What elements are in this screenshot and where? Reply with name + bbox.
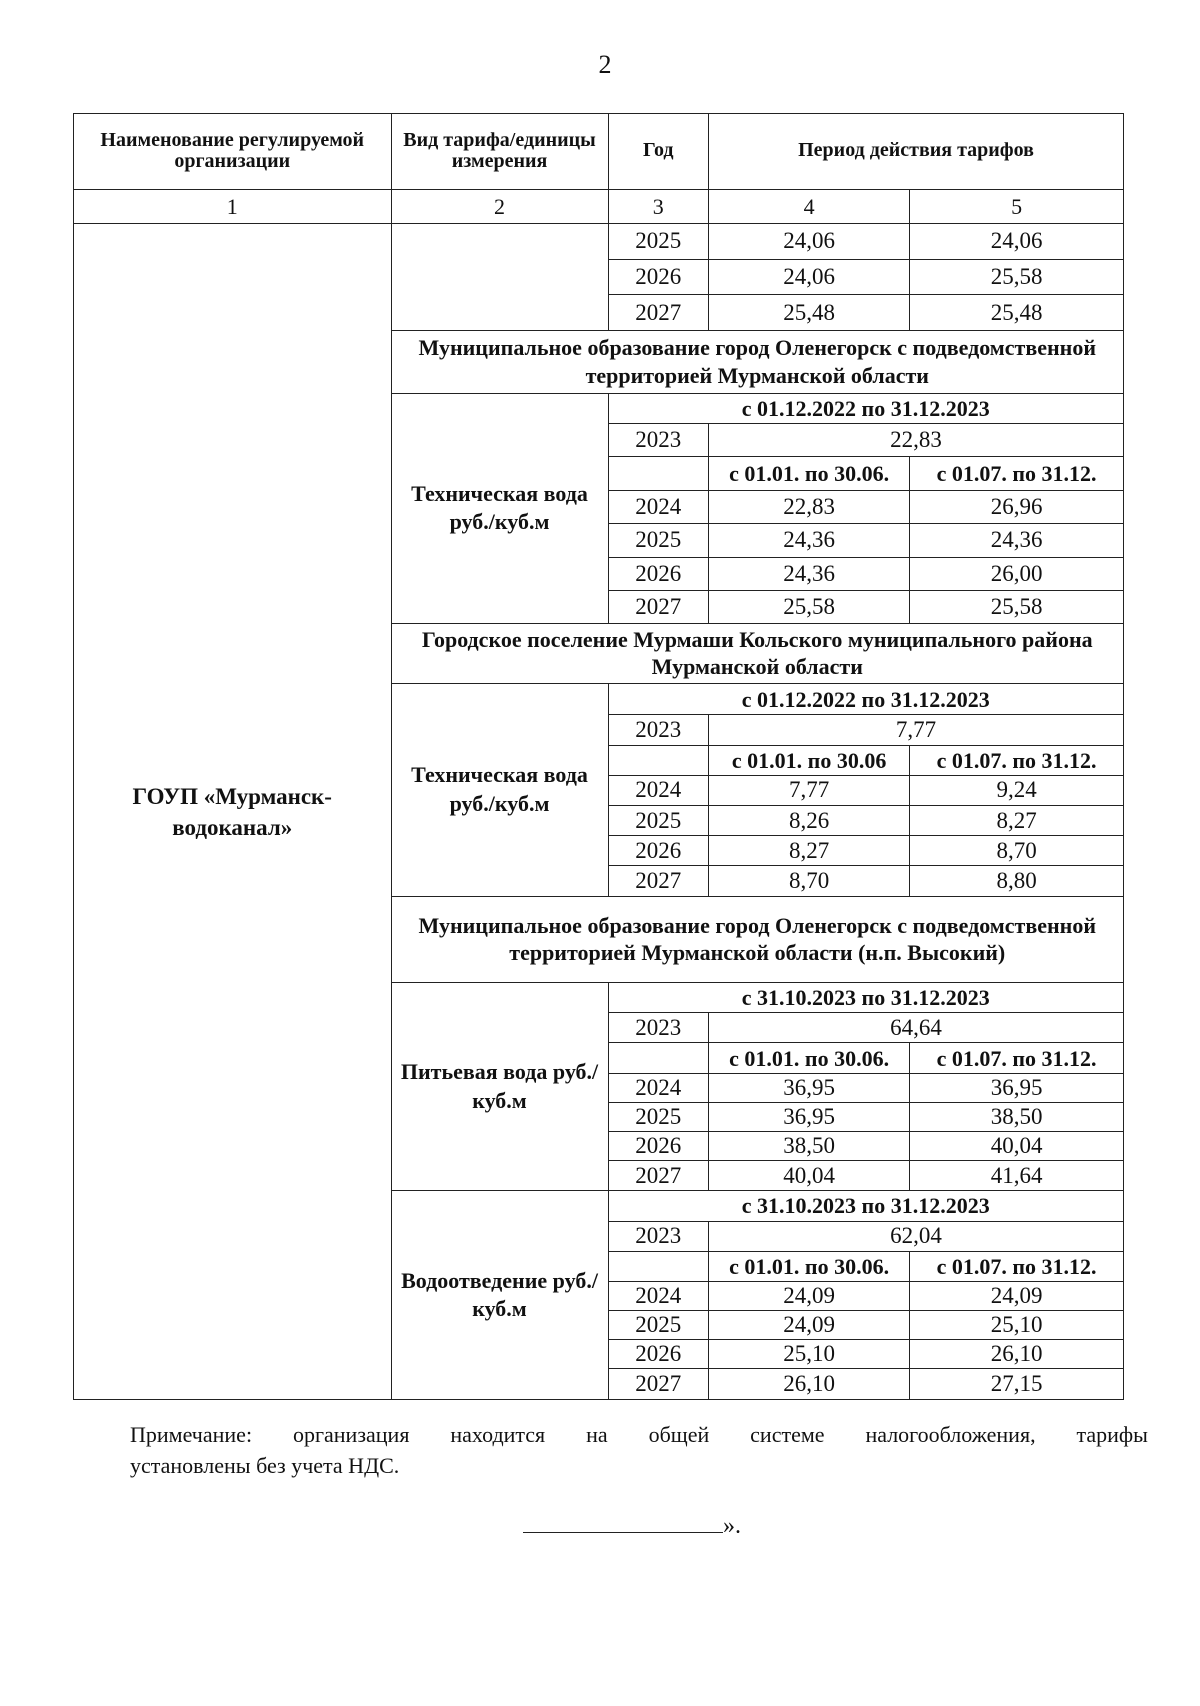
half1-label: с 01.01. по 30.06.: [709, 1043, 910, 1073]
year-cell: 2025: [608, 224, 709, 260]
year-cell: 2024: [608, 1073, 709, 1102]
header-row: [74, 114, 1124, 190]
value-cell: 7,77: [709, 775, 910, 805]
closing-quote: ».: [723, 1513, 741, 1539]
closing-underline: [523, 1532, 723, 1533]
year-cell: 2026: [608, 259, 709, 295]
header-period: Период действия тарифов: [709, 114, 1124, 190]
organization-name: ГОУП «Мурманск-водоканал»: [74, 224, 392, 1400]
year-cell: 2027: [608, 295, 709, 331]
value-cell: 36,95: [910, 1073, 1124, 1102]
region-heading: Муниципальное образование город Оленегорск с подведомственной территорией Мурманской области (н.п. Высокий): [391, 896, 1123, 982]
column-number: 2: [391, 189, 608, 224]
tariff-kind: Техническая вода руб./куб.м: [391, 684, 608, 897]
value-cell: 8,80: [910, 866, 1124, 896]
year-cell: 2023: [608, 1221, 709, 1251]
value-cell: 8,70: [910, 836, 1124, 866]
value-cell: 25,10: [709, 1340, 910, 1369]
year-cell: 2025: [608, 806, 709, 836]
value-cell: 25,48: [910, 295, 1124, 331]
year-cell: 2025: [608, 1102, 709, 1131]
year-cell: 2025: [608, 524, 709, 557]
value-cell: 40,04: [910, 1131, 1124, 1160]
tariff-kind: Техническая вода руб./куб.м: [391, 393, 608, 623]
value-cell: 7,77: [709, 715, 1124, 745]
closing-mark: [523, 1513, 741, 1540]
value-cell: 24,09: [709, 1311, 910, 1340]
year-cell: 2024: [608, 775, 709, 805]
value-cell: 8,27: [709, 836, 910, 866]
kind-cell-empty: [391, 224, 608, 331]
value-cell: 24,06: [709, 259, 910, 295]
year-cell: 2024: [608, 490, 709, 523]
region-heading: Муниципальное образование город Оленегорск с подведомственной территорией Мурманской области: [391, 331, 1123, 394]
value-cell: 64,64: [709, 1013, 1124, 1043]
value-cell: 24,06: [709, 224, 910, 260]
value-cell: 38,50: [709, 1131, 910, 1160]
value-cell: 8,26: [709, 806, 910, 836]
value-cell: 25,58: [910, 591, 1124, 623]
value-cell: 24,36: [910, 524, 1124, 557]
note-word: общей: [648, 1422, 710, 1447]
period-heading: с 31.10.2023 по 31.12.2023: [608, 983, 1123, 1013]
note-word: на: [586, 1422, 608, 1447]
half2-label: с 01.07. по 31.12.: [910, 1043, 1124, 1073]
year-cell: 2023: [608, 715, 709, 745]
note-word: организация: [292, 1422, 410, 1447]
year-cell: 2025: [608, 1311, 709, 1340]
year-cell-empty: [608, 1251, 709, 1281]
tariff-table: [73, 113, 1124, 1400]
value-cell: 24,09: [910, 1281, 1124, 1310]
page-number: 2: [598, 50, 612, 79]
column-number: 3: [608, 189, 709, 224]
tariff-kind: Водоотведение руб./куб.м: [391, 1191, 608, 1400]
column-number: 5: [910, 189, 1124, 224]
region-heading: Городское поселение Мурмаши Кольского муниципального района Мурманской области: [391, 623, 1123, 683]
year-cell: 2027: [608, 866, 709, 896]
value-cell: 27,15: [910, 1369, 1124, 1400]
year-cell: 2027: [608, 1161, 709, 1191]
value-cell: 25,48: [709, 295, 910, 331]
half2-label: с 01.07. по 31.12.: [910, 457, 1124, 490]
period-heading: с 01.12.2022 по 31.12.2023: [608, 393, 1123, 423]
column-number: 1: [74, 189, 392, 224]
year-cell: 2026: [608, 836, 709, 866]
header-org: Наименование регулируемой организации: [74, 114, 392, 190]
note-line-1: [130, 1420, 1148, 1451]
value-cell: 40,04: [709, 1161, 910, 1191]
value-cell: 26,00: [910, 557, 1124, 590]
value-cell: 24,09: [709, 1281, 910, 1310]
value-cell: 8,27: [910, 806, 1124, 836]
year-cell: 2023: [608, 423, 709, 456]
value-cell: 36,95: [709, 1102, 910, 1131]
year-cell: 2026: [608, 557, 709, 590]
note: [130, 1420, 1148, 1482]
note-word: находится: [450, 1422, 546, 1447]
year-cell: 2026: [608, 1340, 709, 1369]
year-cell: 2026: [608, 1131, 709, 1160]
half2-label: с 01.07. по 31.12.: [910, 745, 1124, 775]
note-word: тарифы: [1076, 1422, 1148, 1447]
year-cell: 2027: [608, 591, 709, 623]
tariff-kind: Питьевая вода руб./куб.м: [391, 983, 608, 1191]
year-cell-empty: [608, 1043, 709, 1073]
value-cell: 26,10: [709, 1369, 910, 1400]
half1-label: с 01.01. по 30.06.: [709, 1251, 910, 1281]
note-line-2: установлены без учета НДС.: [130, 1452, 400, 1478]
value-cell: 62,04: [709, 1221, 1124, 1251]
value-cell: 24,06: [910, 224, 1124, 260]
value-cell: 24,36: [709, 524, 910, 557]
value-cell: 25,58: [709, 591, 910, 623]
value-cell: 22,83: [709, 423, 1124, 456]
value-cell: 25,58: [910, 259, 1124, 295]
value-cell: 24,36: [709, 557, 910, 590]
value-cell: 26,10: [910, 1340, 1124, 1369]
year-cell: 2024: [608, 1281, 709, 1310]
year-cell-empty: [608, 745, 709, 775]
period-heading: с 01.12.2022 по 31.12.2023: [608, 684, 1123, 715]
value-cell: 25,10: [910, 1311, 1124, 1340]
value-cell: 22,83: [709, 490, 910, 523]
half2-label: с 01.07. по 31.12.: [910, 1251, 1124, 1281]
value-cell: 9,24: [910, 775, 1124, 805]
note-word: налогообложения,: [865, 1422, 1036, 1447]
value-cell: 36,95: [709, 1073, 910, 1102]
value-cell: 38,50: [910, 1102, 1124, 1131]
value-cell: 26,96: [910, 490, 1124, 523]
year-cell: 2027: [608, 1369, 709, 1400]
note-word: системе: [750, 1422, 825, 1447]
half1-label: с 01.01. по 30.06.: [709, 457, 910, 490]
note-word: Примечание:: [130, 1422, 253, 1447]
header-kind: Вид тарифа/единицы измерения: [391, 114, 608, 190]
column-number: 4: [709, 189, 910, 224]
period-heading: с 31.10.2023 по 31.12.2023: [608, 1191, 1123, 1221]
value-cell: 8,70: [709, 866, 910, 896]
column-number-row: [74, 189, 1124, 224]
value-cell: 41,64: [910, 1161, 1124, 1191]
header-year: Год: [608, 114, 709, 190]
half1-label: с 01.01. по 30.06: [709, 745, 910, 775]
data-row: [74, 224, 1124, 260]
year-cell-empty: [608, 457, 709, 490]
year-cell: 2023: [608, 1013, 709, 1043]
